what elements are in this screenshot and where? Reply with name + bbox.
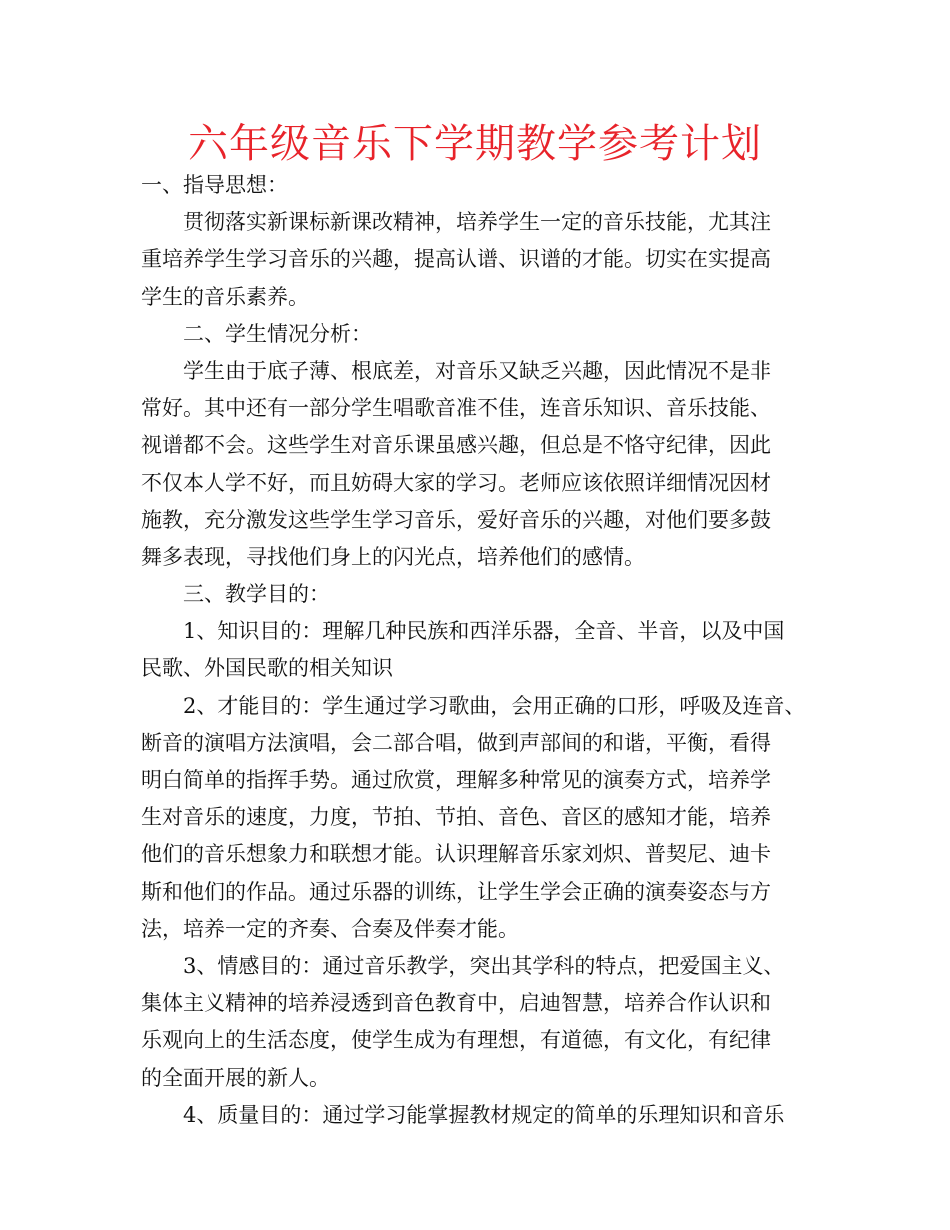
text-line: 明白简单的指挥手势。通过欣赏，理解多种常见的演奏方式，培养学 — [141, 768, 771, 792]
text-line: 施教，充分激发这些学生学习音乐，爱好音乐的兴趣，对他们要多鼓 — [141, 507, 771, 532]
text-line: 他们的音乐想象力和联想才能。认识理解音乐家刘炽、普契尼、迪卡 — [141, 842, 771, 867]
text-line: 2、才能目的：学生通过学习歌曲，会用正确的口形，呼吸及连音、 — [183, 693, 806, 718]
text-line: 斯和他们的作品。通过乐器的训练，让学生学会正确的演奏姿态与方 — [141, 879, 771, 904]
text-line: 学生的音乐素养。 — [141, 284, 309, 309]
text-line: 一、指导思想： — [141, 173, 288, 197]
text-line: 断音的演唱方法演唱，会二部合唱，做到声部间的和谐，平衡，看得 — [141, 730, 771, 755]
text-line: 视谱都不会。这些学生对音乐课虽感兴趣，但总是不恪守纪律，因此 — [141, 433, 771, 458]
text-line: 民歌、外国民歌的相关知识 — [141, 656, 393, 681]
document-body — [141, 167, 811, 1134]
text-line: 贯彻落实新课标新课改精神，培养学生一定的音乐技能，尤其注 — [183, 210, 771, 235]
text-line: 二、学生情况分析： — [183, 321, 372, 346]
text-line: 三、教学目的： — [183, 582, 330, 607]
text-line: 1、知识目的：理解几种民族和西洋乐器，全音、半音，以及中国 — [183, 619, 785, 644]
text-line: 学生由于底子薄、根底差，对音乐又缺乏兴趣，因此情况不是非 — [183, 358, 771, 383]
text-line: 生对音乐的速度，力度，节拍、节拍、音色、音区的感知才能，培养 — [141, 805, 771, 830]
text-line: 乐观向上的生活态度，使学生成为有理想，有道德，有文化，有纪律 — [141, 1028, 771, 1053]
text-line: 舞多表现，寻找他们身上的闪光点，培养他们的感情。 — [141, 544, 645, 569]
text-line: 不仅本人学不好，而且妨碍大家的学习。老师应该依照详细情况因材 — [141, 470, 771, 495]
text-line: 法，培养一定的齐奏、合奏及伴奏才能。 — [141, 916, 519, 941]
text-line: 的全面开展的新人。 — [141, 1065, 330, 1090]
text-line: 3、情感目的：通过音乐教学，突出其学科的特点，把爱国主义、 — [183, 953, 785, 978]
text-line: 集体主义精神的培养浸透到音色教育中，启迪智慧，培养合作认识和 — [141, 991, 771, 1016]
page-title: 六年级音乐下学期教学参考计划 — [188, 121, 762, 167]
text-line: 常好。其中还有一部分学生唱歌音准不佳，连音乐知识、音乐技能、 — [141, 396, 771, 421]
text-line: 重培养学生学习音乐的兴趣，提高认谱、识谱的才能。切实在实提高 — [141, 247, 771, 272]
text-line: 4、质量目的：通过学习能掌握教材规定的简单的乐理知识和音乐 — [183, 1102, 785, 1127]
